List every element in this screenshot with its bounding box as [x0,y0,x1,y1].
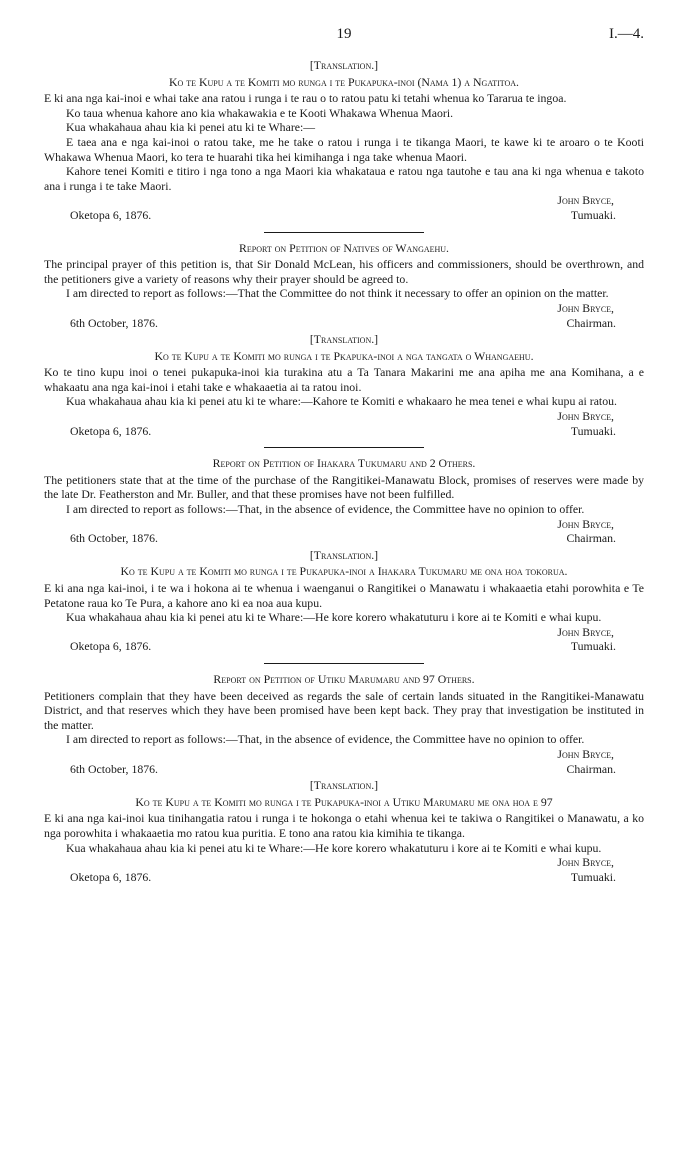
paragraph: I am directed to report as follows:—That the Committee do not think it necessary to offer an opinion on the matter. [66,286,609,301]
section-title: Report on Petition of Natives of Wangaehu. [238,240,450,255]
paragraph: Kua whakahaua ahau kia ki penei atu ki te Whare:—He kore korero whakatuturu i kore ai te Komiti e whai kupu. [66,840,602,855]
signer-role: Chairman. [566,761,616,776]
report-section [44,241,644,331]
signer-name: John Bryce, [557,409,614,424]
paragraph: E ki ana nga kai-inoi, i te wa i hokona ai te whenua i waenganui o Rangitikei o Manawatu i whakaaetia etahi porowhita e Te Petatone raua ko Te Pura, a kahore ano ki ea noa aua kupu. [44,581,644,610]
document-reference: I.—4. [609,26,644,42]
signer-name: John Bryce, [557,855,614,870]
paragraph: The petitioners state that at the time of the purchase of the Rangitikei-Manawatu Block, promises of reserves were made by the late Dr. Featherston and Mr. Buller, and that these promises have not been fulfilled. [44,472,644,502]
signer-name: John Bryce, [557,300,614,315]
section-title: Ko te Kupu a te Komiti mo runga i te Pukapuka-inoi a Ihakara Tukumaru me ona hoa tokorua. [120,564,568,579]
paragraph: Ko te tino kupu inoi o tenei pukapuka-inoi kia turakina atu a Ta Tanara Makarini me ana apiha me ana Komihana, a e whakaatu ana nga kai-inoi i etahi take e whakaaetia ai ta ratou inoi. [44,365,644,394]
section-divider [264,663,424,664]
section-title: Report on Petition of Ihakara Tukumaru and 2 Others. [212,456,476,471]
paragraph: E ki ana nga kai-inoi kua tinihangatia ratou i runga i te hokonga o etahi whenua kei te takiwa o Rangitikei o Manawatu, a ko nga porowhita i whakaaetia mo ratou kua puritia. E tono ana ratou kia kimihia te tikanga. [44,811,644,840]
translation-section [44,58,644,223]
signer-role: Tumuaki. [570,869,616,884]
page-header [44,26,644,56]
signer-role: Tumuaki. [570,207,616,222]
translation-label: [Translation.] [309,547,379,562]
signature-date: 6th October, 1876. [70,531,158,546]
translation-label: [Translation.] [309,58,379,72]
translation-section [44,332,644,438]
paragraph: I am directed to report as follows:—That, in the absence of evidence, the Committee have no opinion to offer. [66,732,585,747]
paragraph: E taea ana e nga kai-inoi o ratou take, me he take o ratou i runga i te tikanga Maori, te kawe ki te aroaro o te Kooti Whakawa Whenua Maori, ko tera te huarahi tika hei kimihanga i nga take whenua Maori. [44,134,644,164]
paragraph: I am directed to report as follows:—That, in the absence of evidence, the Committee have no opinion to offer. [66,502,585,517]
signer-role: Tumuaki. [570,639,616,654]
signer-role: Chairman. [566,315,616,330]
section-title: Report on Petition of Utiku Marumaru and 97 Others. [213,671,475,686]
signature-date: Oketopa 6, 1876. [70,639,152,654]
section-divider [264,447,424,448]
section-divider [264,232,424,233]
signature-date: Oketopa 6, 1876. [70,869,152,884]
paragraph: Kua whakahaua ahau kia ki penei atu ki te Whare:— [66,120,316,135]
section-title: Ko te Kupu a te Komiti mo runga i te Pkapuka-inoi a nga tangata o Whangaehu. [154,348,534,363]
paragraph: Kua whakahaua ahau kia ki penei atu ki te Whare:—He kore korero whakatuturu i kore ai te Komiti e whai kupu. [66,610,602,625]
signature-date: 6th October, 1876. [70,315,158,330]
paragraph: Petitioners complain that they have been deceived as regards the sale of certain lands situated in the Rangitikei-Manawatu District, and that reserves which they have been promised have been kept back. They pray that investigation be instituted in the matter. [44,688,644,732]
paragraph: E ki ana nga kai-inoi e whai take ana ratou i runga i te rau o to ratou patu ki tetahi whenua ko Tararua te ingoa. [44,91,567,106]
translation-section [44,548,644,654]
signer-name: John Bryce, [557,516,614,531]
paragraph: Kahore tenei Komiti e titiro i nga tono a nga Maori kia whakataua e ratou nga tautohe e tau ana ki nga whenua e takoto ana i runga i te take Maori. [44,164,644,193]
document-page [44,26,644,884]
paragraph: Ko taua whenua kahore ano kia whakawakia e te Kooti Whakawa Whenua Maori. [66,105,454,120]
signer-name: John Bryce, [557,746,614,761]
signature-date: Oketopa 6, 1876. [70,207,152,222]
report-section [44,672,644,776]
signer-role: Chairman. [566,531,616,546]
report-section [44,456,644,546]
translation-label: [Translation.] [309,778,379,793]
signer-name: John Bryce, [557,624,614,639]
signer-role: Tumuaki. [570,423,616,438]
section-title: Ko te Kupu a te Komiti mo runga i te Pukapuka-inoi a Utiku Marumaru me ona hoa e 97 [135,794,553,809]
paragraph: The principal prayer of this petition is, that Sir Donald McLean, his officers and commissioners, should be overthrown, and the petitioners give a variety of reasons why their prayer should be agreed to. [44,257,644,286]
paragraph: Kua whakahaua ahau kia ki penei atu ki te whare:—Kahore te Komiti e whakaaro he mea tenei e whai kupu ai ratou. [66,394,617,409]
signer-name: John Bryce, [557,193,614,208]
translation-section [44,778,644,884]
page-number: 19 [336,26,352,42]
section-title: Ko te Kupu a te Komiti mo runga i te Pukapuka-inoi (Nama 1) a Ngatitoa. [168,74,520,89]
signature-date: Oketopa 6, 1876. [70,423,152,438]
signature-date: 6th October, 1876. [70,761,158,776]
translation-label: [Translation.] [309,332,379,347]
